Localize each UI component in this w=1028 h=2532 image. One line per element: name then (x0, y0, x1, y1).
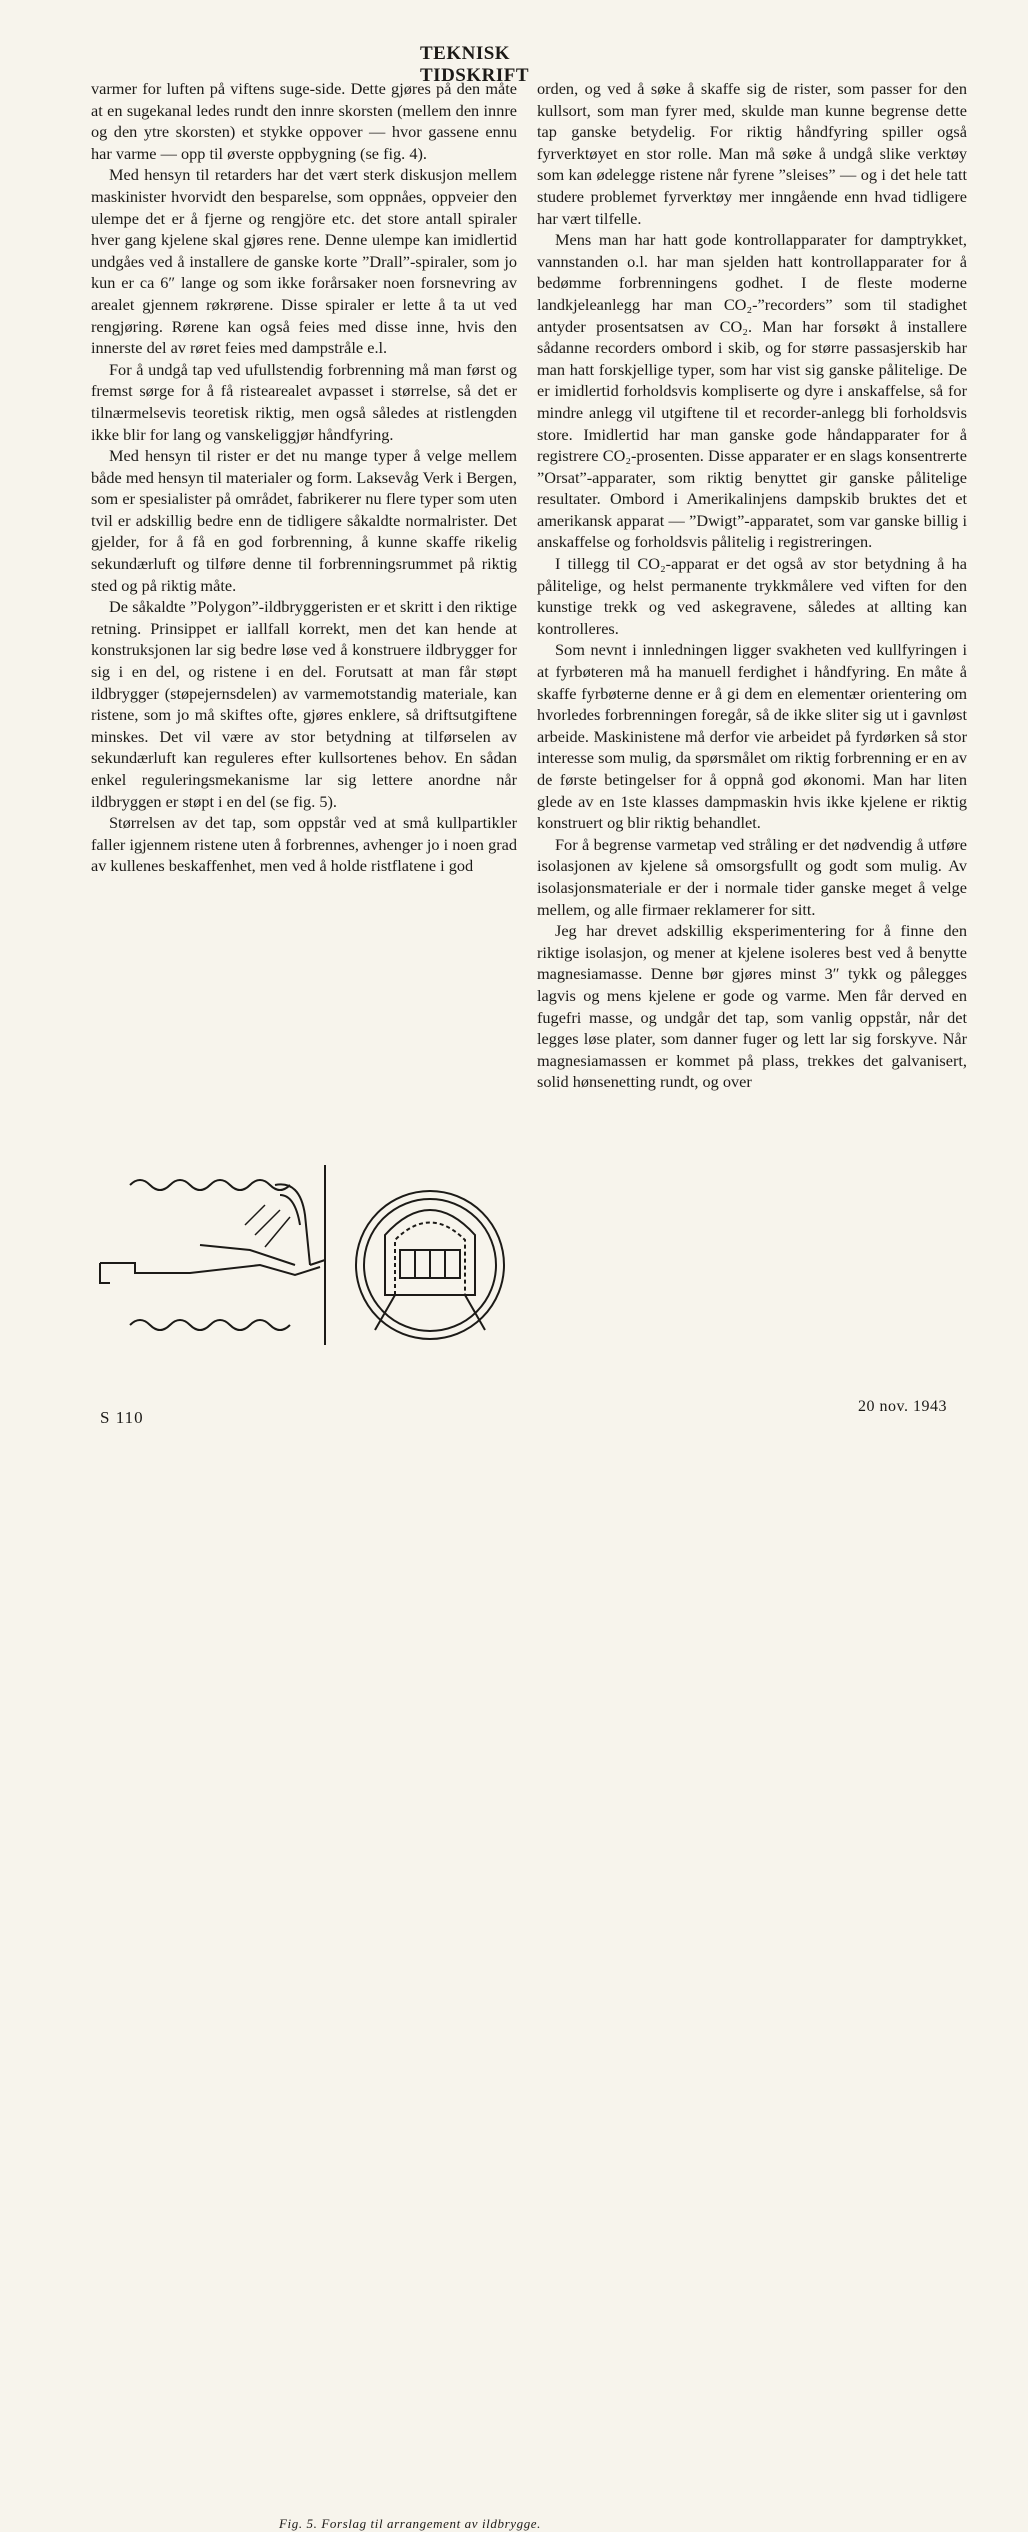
wave-line-top (130, 1180, 290, 1190)
journal-title: TEKNISK TIDSKRIFT (420, 43, 530, 86)
right-column (537, 78, 967, 1093)
paragraph: De såkaldte ”Polygon”-ildbryggeristen er et skritt i den riktige retning. Prinsippet er iallfall korrekt, men det kan hende at konstruksjonen lar sig bedre løse ved å konstruere ildbrygger for sig i en del, og ristene i en del. Forutsatt at man får støpt ildbrygger (støpejernsdelen) av varmemotstandig materiale, kan ristene, som jo må skiftes ofte, gjøres enklere, så driftsutgiftene minskes. Det vil være av stor betydning at tilførselen av sekundærluft kan reguleres efter kullsortenes behov. En sådan enkel reguleringsmekanisme lar sig lettere anordne når ildbryggen er støpt i en del (se fig. 5). (91, 597, 517, 811)
paragraph: Mens man har hatt gode kontrollapparater for damptrykket, vannstanden o.l. har man sjelden hatt kontrollapparater for å bedømme forbrenningens godhet. I de fleste moderne landkjeleanlegg har man CO₂-”recorders” som til stadighet antyder prosentsatsen av CO₂. Man har forsøkt å installere sådanne recorders ombord i skib, og for større passasjerskib har man hatt forskjellige typer, som har vist sig ganske pålitelige. De er imidlertid forholdsvis kompliserte og dyre i anskaffelse, så for mindre anlegg vil utgiftene til et recorder-anlegg bli forholdsvis store. Imidlertid har man ganske gode håndapparater for å registrere CO₂-prosenten. Disse apparater er en slags konsentrerte ”Orsat”-apparater, som riktig benyttet gir ganske pålitelige resultater. Ombord i Amerikalinjens dampskib bruktes det et amerikansk apparat — ”Dwigt”-apparatet, som var ganske billig i anskaffelse og forholdsvis pålitelig i registreringen. (537, 230, 967, 552)
paragraph: For å begrense varmetap ved stråling er det nødvendig å utføre isolasjonen av kjelene så omsorgsfullt og godt som mulig. Av isolasjonsmateriale er der i normale tider ganske meget å velge mellem, og alle firmaer reklamerer for sitt. (537, 834, 967, 919)
paragraph: Størrelsen av det tap, som oppstår ved at små kullpartikler faller igjennem ristene uten å forbrennes, avhenger jo i noen grad av kullenes beskaffenhet, men ved å holde ristflatene i god (91, 813, 517, 876)
paragraph: For å undgå tap ved ufullstendig forbrenning må man først og fremst sørge for å få ristearealet avpasset i størrelse, så det er tilnærmelsevis teoretisk riktig, men også således at ristlengden ikke blir for lang og vanskeliggjør håndfyring. (91, 359, 517, 444)
paragraph: Med hensyn til retarders har det vært sterk diskusjon mellem maskinister hvorvidt den besparelse, som oppnåes, oppveier den ulempe det er å fjerne og rengjöre etc. det store antall spiraler hver gang kjelene skal gjøres rene. Denne ulempe kan imidlertid undgåes ved å installere de ganske korte ”Drall”-spiraler, som jo kun er ca 6″ lange og som ikke forårsaker noen forsnevring av arealet gjennem røkrørene. Disse spiraler er lette å ta ut ved rengjøring. Rørene kan også feies med disse inne, hvis den innerste del av røret feies med dampstråle e.l. (91, 165, 517, 358)
paragraph: Som nevnt i innledningen ligger svakheten ved kullfyringen i at fyrbøteren må ha manuell ferdighet i håndfyring. En måte å skaffe fyrbøterne denne er å gi dem en elementær orientering om hvorledes forbrenningen foregår, så de ikke sliter sig ut i gavnløst arbeide. Maskinistene må derfor vie arbeidet på fyrdørken så stor interesse som mulig, da spørsmålet om riktig forbrenning er en av de første betingelser for å oppnå god økonomi. Man har liten glede av en 1ste klasses dampmaskin hvis ikke kjelene er riktig konstruert og blir riktig behandlet. (537, 640, 967, 833)
ildbrygge-drawing (95, 1155, 515, 1365)
figure-caption: Fig. 5. Forslag til arrangement av ildbrygge. (278, 2516, 542, 2531)
paragraph: varmer for luften på viftens suge-side. Dette gjøres på den måte at en sugekanal ledes rundt den innre skorsten (mellem den innre og den ytre skorsten) et stykke oppover — hvor gassene ennu har varme — opp til øverste oppbygning (se fig. 4). (91, 79, 517, 163)
page-number: S 110 (100, 1408, 144, 1427)
paragraph: Jeg har drevet adskillig eksperimentering for å finne den riktige isolasjon, og mener at kjelene isoleres best ved å benytte magnesiamasse. Denne bør gjøres minst 3″ tykk og pålegges lagvis og mens kjelene er gode og varme. Men får derved en fugefri masse, og undgår det tap, som vanlig oppstår, når det legges løse plater, som danner fuger og lett lar sig forskyve. Når magnesiamassen er kommet på plass, trekkes det galvanisert, solid hønsenetting rundt, og over (537, 921, 967, 1092)
paragraph: I tillegg til CO₂-apparat er det også av stor betydning å ha pålitelige, og helst permanente trykkmålere ved viften for den kunstige trekk og ved askegravene, således at allting kan kontrolleres. (537, 554, 967, 638)
left-column (91, 78, 517, 877)
grate-line (100, 1263, 320, 1275)
wave-line-bottom (130, 1320, 290, 1330)
paragraph: orden, og ved å søke å skaffe sig de rister, som passer for den kullsort, som man fyrer med, skulde man kunne begrense dette tap ganske betydelig. For riktig håndfyring spiller også fyrverktøyet en stor rolle. Man må søke å undgå slike verktøy som kan ødelegge ristene når fyrene ”sleises” — og i det hele tatt studere problemet fyrverktøy mer inngående enn hvad tidligere har vært tilfelle. (537, 79, 967, 228)
issue-date: 20 nov. 1943 (858, 1398, 947, 1415)
bridge-arch (275, 1184, 310, 1265)
paragraph: Med hensyn til rister er det nu mange typer å velge mellem både med hensyn til materialer og form. Laksevåg Verk i Bergen, som er spesialister på området, fabrikerer nu flere typer som uten tvil er adskillig bedre enn de tidligere såkaldte normalrister. Det gjelder, for å få en god forbrenning, å kunne skaffe rikelig sekundærluft og tilføre denne til forbrenningsrummet på riktig sted og på riktig måte. (91, 446, 517, 595)
